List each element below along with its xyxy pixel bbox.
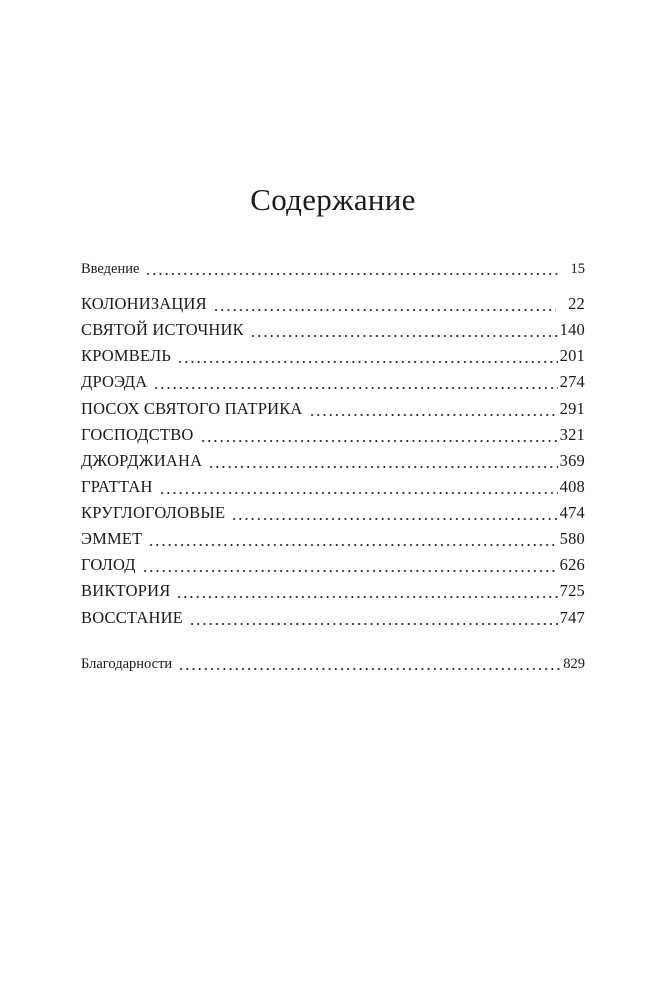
dot-leader: [145, 259, 558, 277]
toc-entry-label: КРУГЛОГОЛОВЫЕ: [81, 503, 226, 522]
toc-entry-label: ДЖОРДЖИАНА: [81, 451, 203, 470]
toc-entry-page: 15: [570, 261, 585, 277]
toc-entry: [81, 396, 585, 418]
toc-entry-label: ГОСПОДСТВО: [81, 425, 194, 444]
toc-entry: [81, 500, 585, 522]
dot-leader: [178, 654, 561, 672]
toc-entry-page: 369: [559, 451, 585, 470]
dot-leader: [200, 426, 558, 444]
toc-entry: [81, 369, 585, 391]
dot-leader: [148, 530, 557, 548]
dot-leader: [309, 400, 558, 418]
toc-entry-label: Благодарности: [81, 656, 173, 672]
dot-leader: [213, 295, 556, 313]
toc-entry-label: ДРОЭДА: [81, 372, 148, 391]
toc-entry: [81, 343, 585, 365]
dot-leader: [189, 609, 558, 627]
toc-entry-page: 201: [559, 346, 585, 365]
toc-entry-label: ГРАТТАН: [81, 477, 153, 496]
dot-leader: [153, 373, 557, 391]
toc-entry-page: 321: [559, 425, 585, 444]
dot-leader: [177, 347, 558, 365]
toc-entry: [81, 255, 585, 277]
toc-entry-label: ГОЛОД: [81, 555, 136, 574]
page-title: Содержание: [250, 182, 416, 217]
toc-entry-label: ЭММЕТ: [81, 529, 143, 548]
toc-entry-page: 725: [559, 581, 585, 600]
dot-leader: [159, 478, 558, 496]
toc-entry-label: ПОСОХ СВЯТОГО ПАТРИКА: [81, 399, 303, 418]
toc-entry-label: ВИКТОРИЯ: [81, 581, 171, 600]
toc-entry-label: СВЯТОЙ ИСТОЧНИК: [81, 320, 244, 339]
toc-entry-page: 140: [559, 320, 585, 339]
toc-entry: [81, 448, 585, 470]
toc-entry-page: 626: [559, 555, 585, 574]
toc-entry-page: 274: [559, 372, 585, 391]
toc-entry: [81, 474, 585, 496]
dot-leader: [142, 556, 558, 574]
toc-entry: [81, 650, 585, 672]
dot-leader: [250, 321, 558, 339]
toc-entry-page: 291: [559, 399, 585, 418]
toc-entry-page: 747: [559, 608, 585, 627]
dot-leader: [231, 504, 557, 522]
toc-entry-page: 22: [568, 294, 585, 313]
toc-entry-page: 580: [559, 529, 585, 548]
toc-entry: [81, 526, 585, 548]
toc-entry: [81, 552, 585, 574]
dot-leader: [208, 452, 557, 470]
toc-entry-label: КРОМВЕЛЬ: [81, 346, 172, 365]
toc-entry-label: КОЛОНИЗАЦИЯ: [81, 294, 207, 313]
toc-entry: [81, 422, 585, 444]
toc-entry-page: 408: [559, 477, 585, 496]
toc-entry-label: Введение: [81, 261, 140, 277]
dot-leader: [176, 582, 557, 600]
toc-entry-page: 829: [563, 656, 585, 672]
toc-entry: [81, 317, 585, 339]
toc-entry-label: ВОССТАНИЕ: [81, 608, 184, 627]
toc-entry: [81, 578, 585, 600]
toc-entry-page: 474: [559, 503, 585, 522]
toc-entry: [81, 605, 585, 627]
toc-entry: [81, 291, 585, 313]
